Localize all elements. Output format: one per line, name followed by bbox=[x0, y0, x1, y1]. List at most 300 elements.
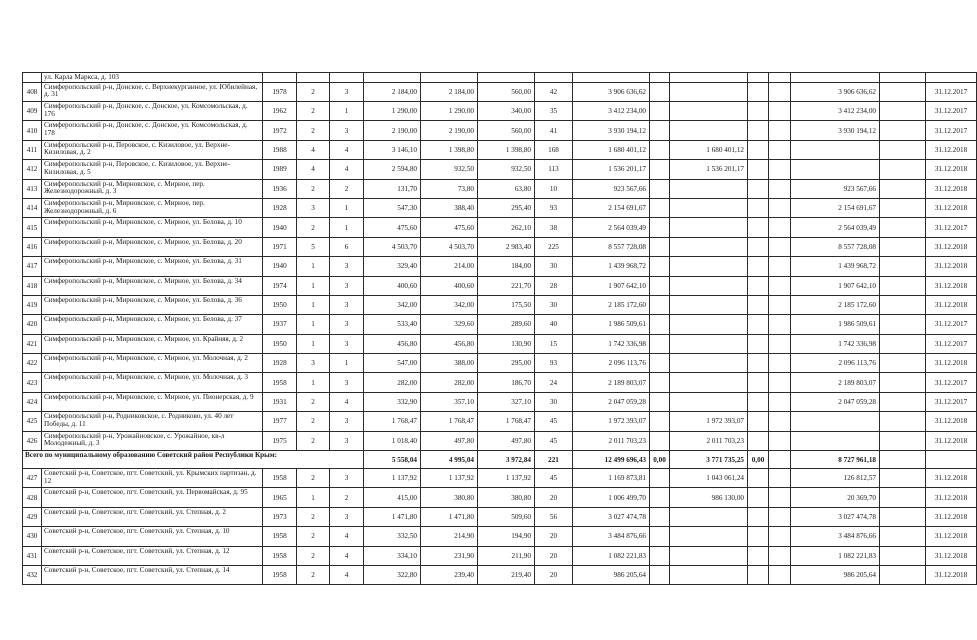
area-living-cell: 475,60 bbox=[421, 218, 478, 237]
row-number: 429 bbox=[23, 507, 42, 526]
row-number: 432 bbox=[23, 565, 42, 584]
area-living-cell: 380,80 bbox=[421, 488, 478, 507]
fund-4-cell bbox=[769, 565, 791, 584]
row-number: 420 bbox=[23, 315, 42, 334]
fund-6-cell bbox=[880, 507, 926, 526]
fund-2-cell bbox=[670, 507, 748, 526]
entrances-cell: 3 bbox=[330, 276, 364, 295]
area-living-cell: 282,00 bbox=[421, 373, 478, 392]
floors-cell: 2 bbox=[297, 546, 330, 565]
table-row bbox=[23, 295, 977, 314]
summary-cell: 8 727 961,18 bbox=[791, 451, 880, 469]
entrances-cell: 2 bbox=[330, 179, 364, 198]
year-cell: 1958 bbox=[263, 546, 297, 565]
year-cell: 1958 bbox=[263, 527, 297, 546]
deadline-cell: 31.12.2018 bbox=[926, 257, 977, 276]
floors-cell: 2 bbox=[297, 412, 330, 431]
area-total-cell: 1 290,00 bbox=[364, 101, 421, 120]
table-row bbox=[23, 488, 977, 507]
cost-total-cell: 1 439 968,72 bbox=[573, 257, 650, 276]
fund-1-cell bbox=[650, 276, 670, 295]
floors-cell: 3 bbox=[297, 354, 330, 373]
floors-cell: 1 bbox=[297, 488, 330, 507]
address-cell: Советский р-н, Советское, пгт. Советский, ул. Степная, д. 14 bbox=[42, 565, 263, 584]
fund-2-cell: 1 972 393,07 bbox=[670, 412, 748, 431]
deadline-cell: 31.12.2018 bbox=[926, 412, 977, 431]
area-living-cell: 214,00 bbox=[421, 257, 478, 276]
fund-2-cell bbox=[670, 334, 748, 353]
table-row bbox=[23, 412, 977, 431]
row-number: 414 bbox=[23, 198, 42, 217]
fund-5-cell: 923 567,66 bbox=[791, 179, 880, 198]
residents-cell: 42 bbox=[535, 82, 573, 101]
fund-3-cell bbox=[748, 392, 769, 411]
fund-6-cell bbox=[880, 334, 926, 353]
area-living-cell: 2 190,00 bbox=[421, 121, 478, 140]
cost-total-cell: 3 484 876,66 bbox=[573, 527, 650, 546]
fund-3-cell bbox=[748, 198, 769, 217]
residents-cell: 93 bbox=[535, 354, 573, 373]
cost-total-cell: 3 412 234,00 bbox=[573, 101, 650, 120]
entrances-cell: 4 bbox=[330, 160, 364, 179]
entrances-cell: 3 bbox=[330, 334, 364, 353]
entrances-cell: 2 bbox=[330, 488, 364, 507]
area-municipal-cell: 219,40 bbox=[478, 565, 535, 584]
deadline-cell: 31.12.2017 bbox=[926, 373, 977, 392]
entrances-cell: 3 bbox=[330, 469, 364, 488]
deadline-cell: 31.12.2017 bbox=[926, 101, 977, 120]
document-page bbox=[22, 72, 968, 585]
fund-5-cell bbox=[791, 140, 880, 159]
residents-cell: 113 bbox=[535, 160, 573, 179]
residents-cell: 168 bbox=[535, 140, 573, 159]
summary-cell: 3 771 735,25 bbox=[670, 451, 748, 469]
residents-cell: 93 bbox=[535, 198, 573, 217]
entrances-cell: 4 bbox=[330, 565, 364, 584]
year-cell: 1988 bbox=[263, 140, 297, 159]
area-total-cell: 2 594,80 bbox=[364, 160, 421, 179]
area-living-cell: 4 503,70 bbox=[421, 237, 478, 256]
fund-2-cell bbox=[670, 295, 748, 314]
cost-total-cell: 1 536 201,17 bbox=[573, 160, 650, 179]
address-cell: Симферопольский р-н, Урожайновское, с. Урожайное, кв-л Молодежный, д. 3 bbox=[42, 431, 263, 450]
area-total-cell: 4 503,70 bbox=[364, 237, 421, 256]
fund-1-cell bbox=[650, 507, 670, 526]
table-row bbox=[23, 276, 977, 295]
area-living-cell: 388,00 bbox=[421, 354, 478, 373]
address-cell: Симферопольский р-н, Донское, с. Донское, ул. Комсомольская, д. 176 bbox=[42, 101, 263, 120]
floors-cell: 2 bbox=[297, 565, 330, 584]
cost-total-cell: 1 169 873,81 bbox=[573, 469, 650, 488]
table-row bbox=[23, 373, 977, 392]
cost-total-cell: 3 906 636,62 bbox=[573, 82, 650, 101]
area-total-cell: 456,80 bbox=[364, 334, 421, 353]
table-row bbox=[23, 218, 977, 237]
housing-table bbox=[22, 72, 977, 585]
area-municipal-cell: 497,80 bbox=[478, 431, 535, 450]
fund-1-cell bbox=[650, 469, 670, 488]
fund-1-cell bbox=[650, 373, 670, 392]
address-cell: Советский р-н, Советское, пгт. Советский, ул. Крымских партизан, д. 12 bbox=[42, 469, 263, 488]
fund-1-cell bbox=[650, 315, 670, 334]
fund-4-cell bbox=[769, 82, 791, 101]
table-row bbox=[23, 101, 977, 120]
residents-cell: 20 bbox=[535, 546, 573, 565]
area-municipal-cell: 194,90 bbox=[478, 527, 535, 546]
entrances-cell: 4 bbox=[330, 546, 364, 565]
floors-cell: 4 bbox=[297, 140, 330, 159]
entrances-cell: 3 bbox=[330, 507, 364, 526]
residents-cell: 30 bbox=[535, 295, 573, 314]
entrances-cell: 3 bbox=[330, 295, 364, 314]
year-cell: 1940 bbox=[263, 218, 297, 237]
residents-cell: 41 bbox=[535, 121, 573, 140]
year-cell: 1973 bbox=[263, 507, 297, 526]
fund-6-cell bbox=[880, 276, 926, 295]
area-living-cell: 1 137,92 bbox=[421, 469, 478, 488]
fund-2-cell bbox=[670, 179, 748, 198]
fund-4-cell bbox=[769, 140, 791, 159]
summary-cell: 0,00 bbox=[748, 451, 769, 469]
fund-1-cell bbox=[650, 392, 670, 411]
area-total-cell: 334,10 bbox=[364, 546, 421, 565]
summary-cell: 12 499 696,43 bbox=[573, 451, 650, 469]
fund-4-cell bbox=[769, 546, 791, 565]
residents-cell: 40 bbox=[535, 315, 573, 334]
area-living-cell: 932,50 bbox=[421, 160, 478, 179]
year-cell: 1936 bbox=[263, 179, 297, 198]
area-total-cell: 547,30 bbox=[364, 198, 421, 217]
cost-total-cell: 923 567,66 bbox=[573, 179, 650, 198]
address-cell: Симферопольский р-н, Донское, с. Верхнекурганное, ул. Юбилейная, д. 31 bbox=[42, 82, 263, 101]
fund-2-cell bbox=[670, 392, 748, 411]
fund-3-cell bbox=[748, 276, 769, 295]
address-cell: Симферопольский р-н, Родниковское, с. Родниково, ул. 40 лет Победы, д. 11 bbox=[42, 412, 263, 431]
address-cell: Симферопольский р-н, Мирновское, с. Мирное, ул. Белова, д. 36 bbox=[42, 295, 263, 314]
area-municipal-cell: 130,90 bbox=[478, 334, 535, 353]
fund-1-cell bbox=[650, 140, 670, 159]
area-total-cell: 1 768,47 bbox=[364, 412, 421, 431]
fund-3-cell bbox=[748, 140, 769, 159]
cost-total-cell: 1 986 509,61 bbox=[573, 315, 650, 334]
floors-cell: 1 bbox=[297, 334, 330, 353]
table-row bbox=[23, 315, 977, 334]
table-row bbox=[23, 334, 977, 353]
fund-3-cell bbox=[748, 354, 769, 373]
fund-1-cell bbox=[650, 160, 670, 179]
fund-6-cell bbox=[880, 257, 926, 276]
year-cell: 1974 bbox=[263, 276, 297, 295]
fund-2-cell: 2 011 703,23 bbox=[670, 431, 748, 450]
floors-cell: 1 bbox=[297, 373, 330, 392]
cost-total-cell: 1 907 642,10 bbox=[573, 276, 650, 295]
residents-cell: 35 bbox=[535, 101, 573, 120]
cost-total-cell: 2 011 703,23 bbox=[573, 431, 650, 450]
area-municipal-cell: 295,40 bbox=[478, 198, 535, 217]
fund-1-cell bbox=[650, 121, 670, 140]
deadline-cell: 31.12.2018 bbox=[926, 237, 977, 256]
area-living-cell: 456,80 bbox=[421, 334, 478, 353]
residents-cell: 30 bbox=[535, 257, 573, 276]
fund-2-cell bbox=[670, 276, 748, 295]
table-row bbox=[23, 160, 977, 179]
area-municipal-cell: 184,00 bbox=[478, 257, 535, 276]
residents-cell: 28 bbox=[535, 276, 573, 295]
year-cell: 1940 bbox=[263, 257, 297, 276]
fund-5-cell: 8 557 728,08 bbox=[791, 237, 880, 256]
address-cell: Советский р-н, Советское, пгт. Советский, ул. Степная, д. 2 bbox=[42, 507, 263, 526]
deadline-cell: 31.12.2017 bbox=[926, 392, 977, 411]
entrances-cell: 1 bbox=[330, 101, 364, 120]
row-number: 409 bbox=[23, 101, 42, 120]
residents-cell: 20 bbox=[535, 488, 573, 507]
row-number: 418 bbox=[23, 276, 42, 295]
fund-5-cell: 2 047 059,28 bbox=[791, 392, 880, 411]
year-cell: 1958 bbox=[263, 373, 297, 392]
fund-4-cell bbox=[769, 488, 791, 507]
address-cell: Симферопольский р-н, Мирновское, с. Мирное, пер. Железнодорожный, д. 3 bbox=[42, 179, 263, 198]
cost-total-cell: 2 047 059,28 bbox=[573, 392, 650, 411]
fund-2-cell bbox=[670, 315, 748, 334]
year-cell: 1928 bbox=[263, 198, 297, 217]
fund-3-cell bbox=[748, 101, 769, 120]
fund-4-cell bbox=[769, 218, 791, 237]
area-total-cell: 1 471,80 bbox=[364, 507, 421, 526]
cost-total-cell: 986 205,64 bbox=[573, 565, 650, 584]
table-row bbox=[23, 140, 977, 159]
address-cell: Симферопольский р-н, Мирновское, с. Мирное, ул. Белова, д. 10 bbox=[42, 218, 263, 237]
fund-6-cell bbox=[880, 82, 926, 101]
fund-6-cell bbox=[880, 431, 926, 450]
fund-6-cell bbox=[880, 179, 926, 198]
address-cell: Симферопольский р-н, Мирновское, с. Мирное, ул. Белова, д. 34 bbox=[42, 276, 263, 295]
entrances-cell: 3 bbox=[330, 373, 364, 392]
deadline-cell: 31.12.2017 bbox=[926, 315, 977, 334]
fund-5-cell: 1 986 509,61 bbox=[791, 315, 880, 334]
fund-2-cell bbox=[670, 527, 748, 546]
cost-total-cell: 1 006 499,70 bbox=[573, 488, 650, 507]
area-municipal-cell: 211,90 bbox=[478, 546, 535, 565]
floors-cell: 2 bbox=[297, 527, 330, 546]
deadline-cell: 31.12.2018 bbox=[926, 198, 977, 217]
address-fragment: ул. Карла Маркса, д. 103 bbox=[42, 73, 263, 83]
address-cell: Советский р-н, Советское, пгт. Советский, ул. Степная, д. 10 bbox=[42, 527, 263, 546]
area-municipal-cell: 340,00 bbox=[478, 101, 535, 120]
year-cell: 1958 bbox=[263, 565, 297, 584]
address-cell: Симферопольский р-н, Мирновское, с. Мирное, ул. Белова, д. 31 bbox=[42, 257, 263, 276]
fund-2-cell bbox=[670, 82, 748, 101]
year-cell: 1965 bbox=[263, 488, 297, 507]
fund-3-cell bbox=[748, 237, 769, 256]
fund-3-cell bbox=[748, 412, 769, 431]
fund-5-cell: 3 906 636,62 bbox=[791, 82, 880, 101]
table-row bbox=[23, 431, 977, 450]
fund-5-cell: 1 439 968,72 bbox=[791, 257, 880, 276]
year-cell: 1989 bbox=[263, 160, 297, 179]
fund-5-cell bbox=[791, 160, 880, 179]
fund-2-cell: 986 130,00 bbox=[670, 488, 748, 507]
deadline-cell: 31.12.2018 bbox=[926, 565, 977, 584]
area-total-cell: 533,40 bbox=[364, 315, 421, 334]
address-cell: Симферопольский р-н, Мирновское, с. Мирное, ул. Молочная, д. 3 bbox=[42, 373, 263, 392]
area-living-cell: 1 471,80 bbox=[421, 507, 478, 526]
fund-2-cell: 1 680 401,12 bbox=[670, 140, 748, 159]
cost-total-cell: 3 027 474,78 bbox=[573, 507, 650, 526]
fund-2-cell: 1 043 061,24 bbox=[670, 469, 748, 488]
residents-cell: 45 bbox=[535, 412, 573, 431]
residents-cell: 24 bbox=[535, 373, 573, 392]
cost-total-cell: 8 557 728,08 bbox=[573, 237, 650, 256]
fund-2-cell bbox=[670, 546, 748, 565]
residents-cell: 15 bbox=[535, 334, 573, 353]
entrances-cell: 1 bbox=[330, 354, 364, 373]
summary-label: Всего по муниципальному образованию Советский район Республики Крым: bbox=[23, 451, 364, 469]
fund-3-cell bbox=[748, 179, 769, 198]
area-municipal-cell: 932,50 bbox=[478, 160, 535, 179]
fund-2-cell bbox=[670, 354, 748, 373]
area-living-cell: 1 768,47 bbox=[421, 412, 478, 431]
fund-4-cell bbox=[769, 469, 791, 488]
deadline-cell: 31.12.2018 bbox=[926, 276, 977, 295]
fund-5-cell: 3 412 234,00 bbox=[791, 101, 880, 120]
row-number: 425 bbox=[23, 412, 42, 431]
fund-5-cell: 126 812,57 bbox=[791, 469, 880, 488]
fund-1-cell bbox=[650, 546, 670, 565]
fund-1-cell bbox=[650, 412, 670, 431]
area-total-cell: 332,50 bbox=[364, 527, 421, 546]
fund-6-cell bbox=[880, 546, 926, 565]
area-living-cell: 400,60 bbox=[421, 276, 478, 295]
area-living-cell: 357,10 bbox=[421, 392, 478, 411]
fund-3-cell bbox=[748, 507, 769, 526]
row-number: 422 bbox=[23, 354, 42, 373]
year-cell: 1950 bbox=[263, 295, 297, 314]
table-row bbox=[23, 237, 977, 256]
fund-2-cell bbox=[670, 121, 748, 140]
summary-cell: 0,00 bbox=[650, 451, 670, 469]
area-living-cell: 1 398,80 bbox=[421, 140, 478, 159]
address-cell: Симферопольский р-н, Мирновское, с. Мирное, пер. Железнодорожный, д. 6 bbox=[42, 198, 263, 217]
fund-2-cell bbox=[670, 373, 748, 392]
floors-cell: 5 bbox=[297, 237, 330, 256]
area-total-cell: 2 184,00 bbox=[364, 82, 421, 101]
address-cell: Симферопольский р-н, Мирновское, с. Мирное, ул. Молочная, д. 2 bbox=[42, 354, 263, 373]
row-number: 412 bbox=[23, 160, 42, 179]
fund-5-cell: 3 930 194,12 bbox=[791, 121, 880, 140]
table-row bbox=[23, 198, 977, 217]
deadline-cell: 31.12.2017 bbox=[926, 218, 977, 237]
fund-6-cell bbox=[880, 315, 926, 334]
fund-4-cell bbox=[769, 392, 791, 411]
fund-4-cell bbox=[769, 121, 791, 140]
area-municipal-cell: 509,60 bbox=[478, 507, 535, 526]
fund-4-cell bbox=[769, 431, 791, 450]
table-row bbox=[23, 527, 977, 546]
fund-1-cell bbox=[650, 237, 670, 256]
area-total-cell: 342,00 bbox=[364, 295, 421, 314]
fund-6-cell bbox=[880, 218, 926, 237]
deadline-cell: 31.12.2018 bbox=[926, 140, 977, 159]
row-number: 428 bbox=[23, 488, 42, 507]
fund-5-cell: 20 369,70 bbox=[791, 488, 880, 507]
row-number: 415 bbox=[23, 218, 42, 237]
fund-5-cell: 2 096 113,76 bbox=[791, 354, 880, 373]
row-number: 421 bbox=[23, 334, 42, 353]
row-number: 408 bbox=[23, 82, 42, 101]
fund-2-cell bbox=[670, 257, 748, 276]
floors-cell: 2 bbox=[297, 121, 330, 140]
area-living-cell: 342,00 bbox=[421, 295, 478, 314]
row-number: 413 bbox=[23, 179, 42, 198]
row-number: 411 bbox=[23, 140, 42, 159]
entrances-cell: 4 bbox=[330, 392, 364, 411]
fund-4-cell bbox=[769, 412, 791, 431]
fund-3-cell bbox=[748, 295, 769, 314]
area-municipal-cell: 63,80 bbox=[478, 179, 535, 198]
entrances-cell: 3 bbox=[330, 121, 364, 140]
area-municipal-cell: 327,10 bbox=[478, 392, 535, 411]
fund-6-cell bbox=[880, 140, 926, 159]
cost-total-cell: 1 742 336,98 bbox=[573, 334, 650, 353]
floors-cell: 1 bbox=[297, 257, 330, 276]
table-row bbox=[23, 179, 977, 198]
fund-6-cell bbox=[880, 373, 926, 392]
area-total-cell: 547,00 bbox=[364, 354, 421, 373]
deadline-cell: 31.12.2018 bbox=[926, 469, 977, 488]
area-municipal-cell: 1 398,80 bbox=[478, 140, 535, 159]
fund-6-cell bbox=[880, 237, 926, 256]
area-municipal-cell: 1 768,47 bbox=[478, 412, 535, 431]
entrances-cell: 3 bbox=[330, 82, 364, 101]
deadline-cell: 31.12.2018 bbox=[926, 431, 977, 450]
fund-1-cell bbox=[650, 431, 670, 450]
fund-3-cell bbox=[748, 82, 769, 101]
row-number: 423 bbox=[23, 373, 42, 392]
fund-6-cell bbox=[880, 527, 926, 546]
address-cell: Симферопольский р-н, Мирновское, с. Мирное, ул. Крайняя, д. 2 bbox=[42, 334, 263, 353]
fund-4-cell bbox=[769, 101, 791, 120]
summary-cell: 4 995,04 bbox=[421, 451, 478, 469]
row-number: 416 bbox=[23, 237, 42, 256]
fund-1-cell bbox=[650, 565, 670, 584]
fund-4-cell bbox=[769, 527, 791, 546]
fund-5-cell: 1 082 221,83 bbox=[791, 546, 880, 565]
fund-1-cell bbox=[650, 257, 670, 276]
fund-6-cell bbox=[880, 565, 926, 584]
fund-3-cell bbox=[748, 121, 769, 140]
floors-cell: 2 bbox=[297, 82, 330, 101]
fund-3-cell bbox=[748, 431, 769, 450]
fund-6-cell bbox=[880, 488, 926, 507]
fund-3-cell bbox=[748, 527, 769, 546]
floors-cell: 2 bbox=[297, 469, 330, 488]
address-cell: Симферопольский р-н, Мирновское, с. Мирное, ул. Пионерская, д. 9 bbox=[42, 392, 263, 411]
deadline-cell: 31.12.2017 bbox=[926, 334, 977, 353]
year-cell: 1937 bbox=[263, 315, 297, 334]
area-total-cell: 282,00 bbox=[364, 373, 421, 392]
residents-cell: 10 bbox=[535, 179, 573, 198]
fund-4-cell bbox=[769, 373, 791, 392]
year-cell: 1977 bbox=[263, 412, 297, 431]
deadline-cell: 31.12.2018 bbox=[926, 488, 977, 507]
floors-cell: 3 bbox=[297, 198, 330, 217]
residents-cell: 225 bbox=[535, 237, 573, 256]
area-municipal-cell: 380,80 bbox=[478, 488, 535, 507]
address-cell: Советский р-н, Советское, пгт. Советский, ул. Степная, д. 12 bbox=[42, 546, 263, 565]
fund-6-cell bbox=[880, 295, 926, 314]
summary-cell bbox=[880, 451, 926, 469]
deadline-cell: 31.12.2018 bbox=[926, 179, 977, 198]
